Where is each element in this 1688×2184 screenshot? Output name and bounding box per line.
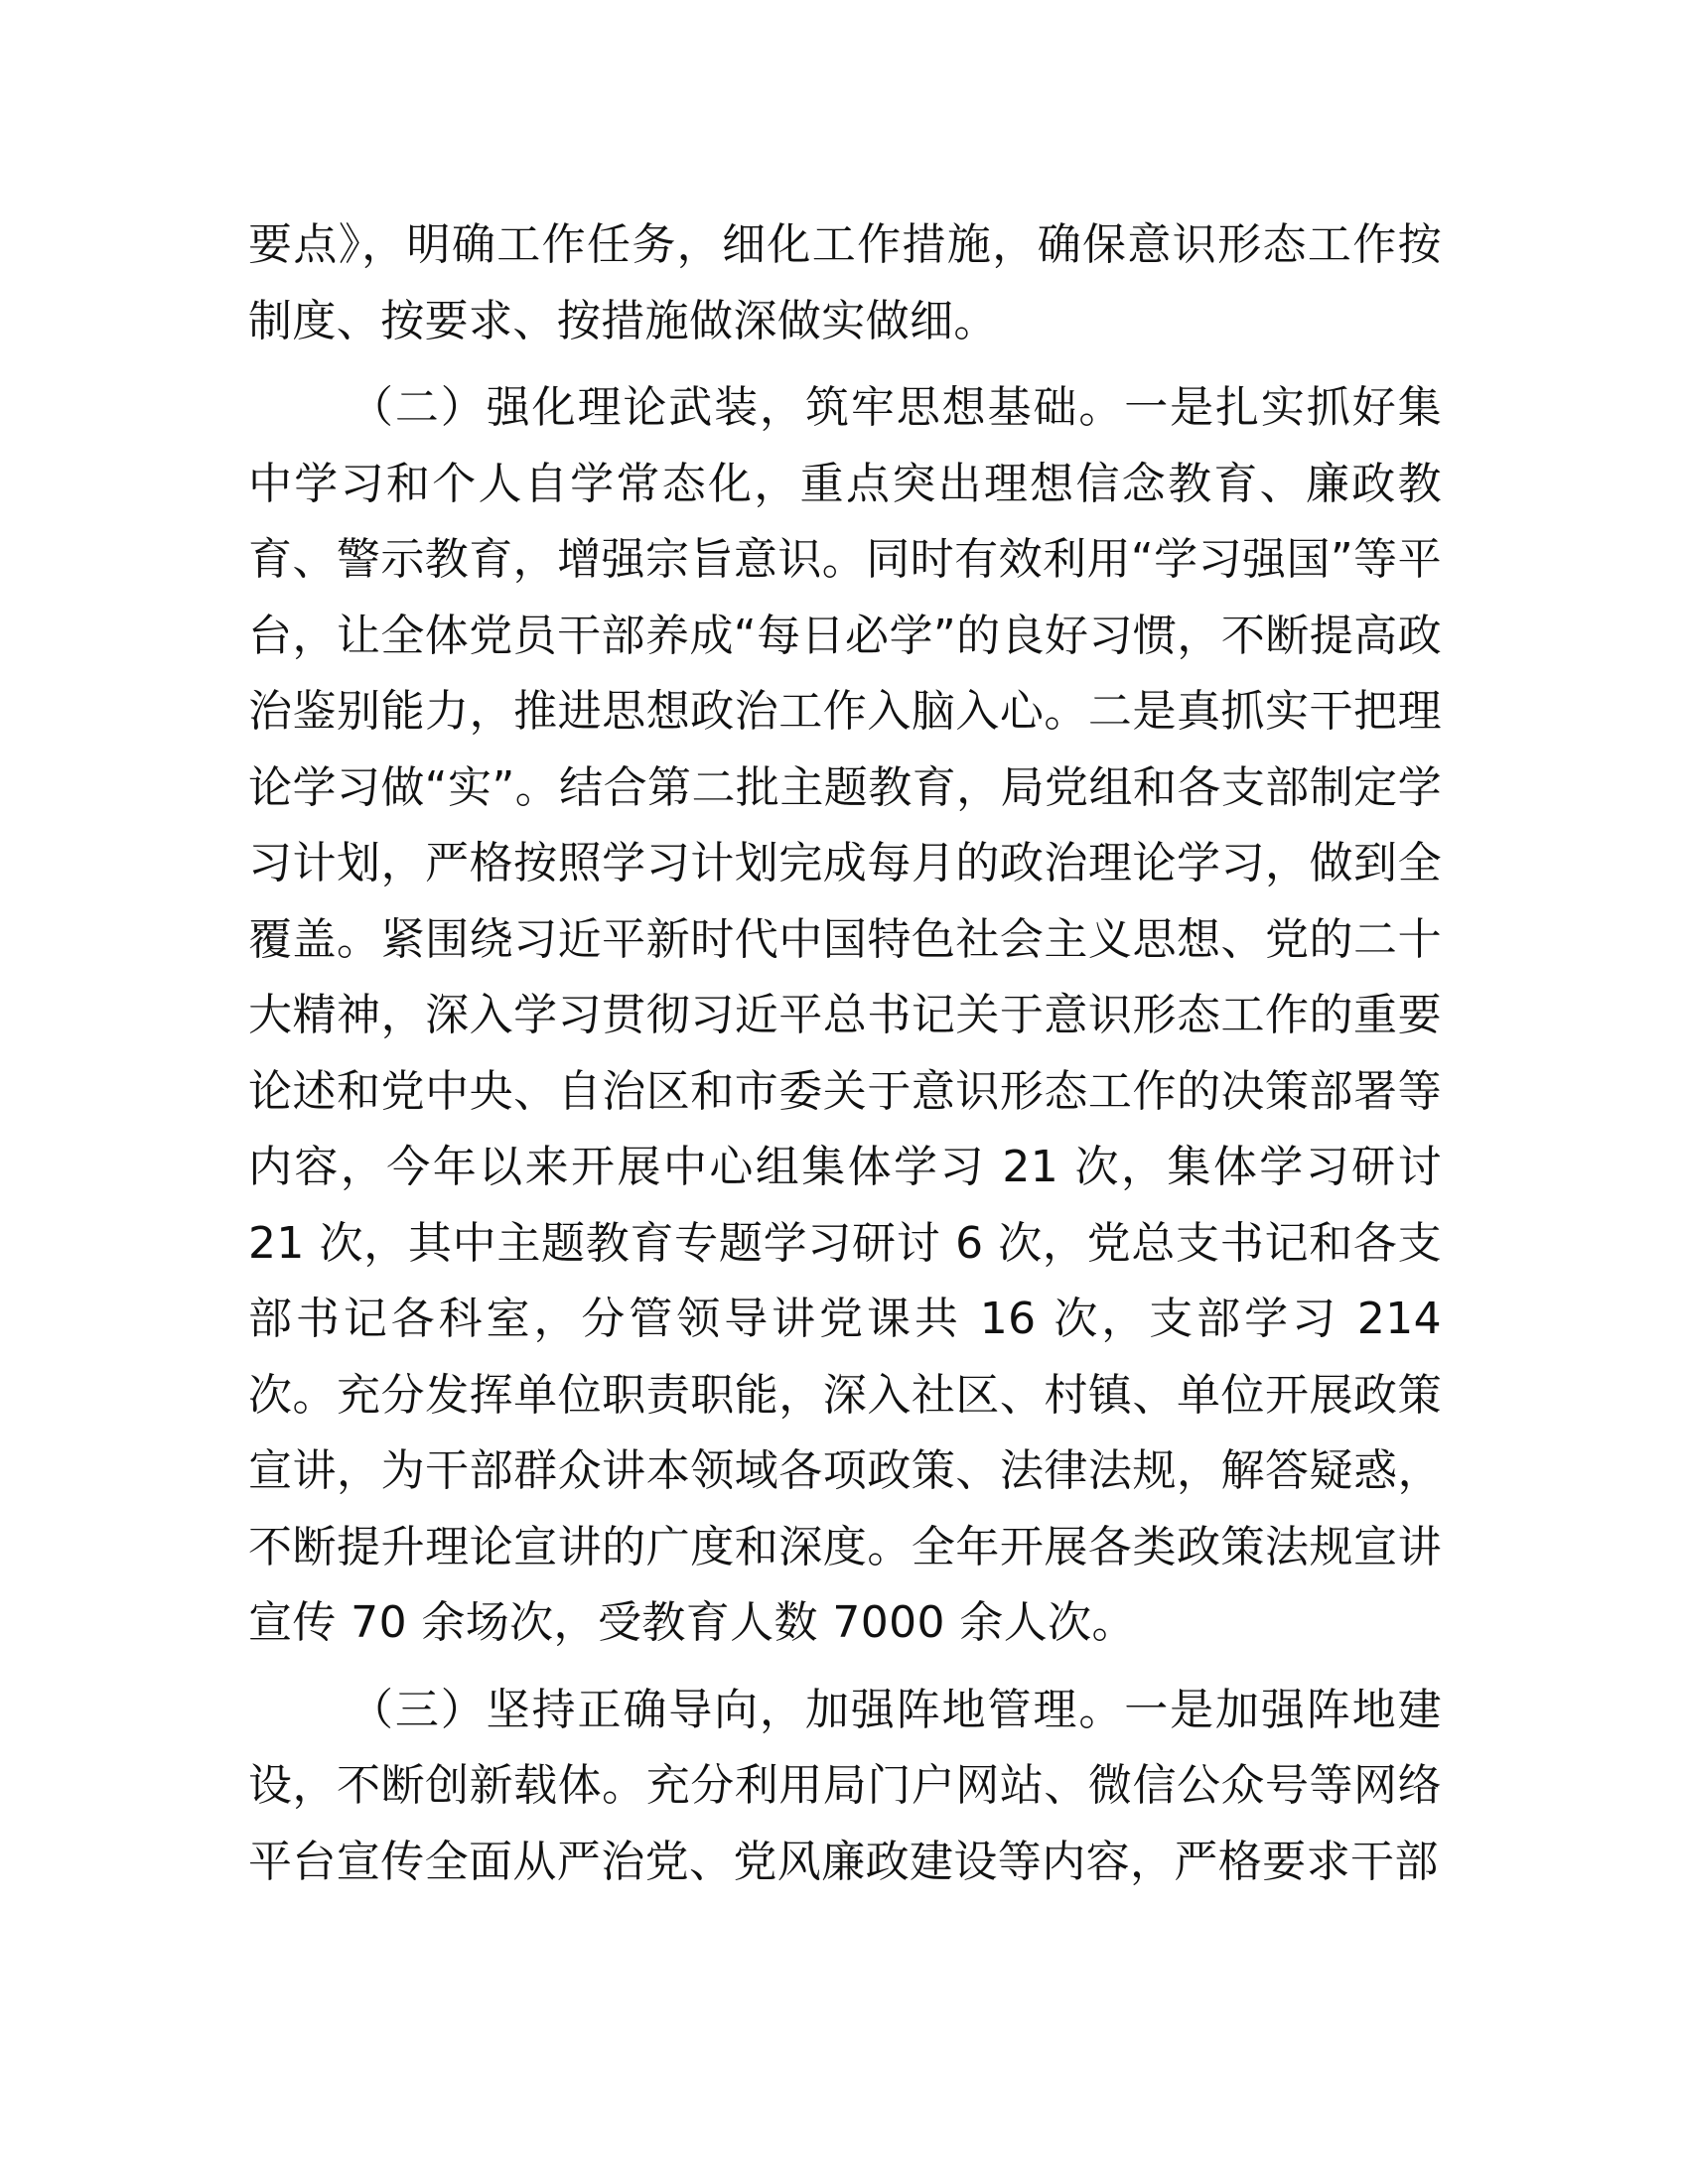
paragraph-continuation: 要点》，明确工作任务，细化工作措施，确保意识形态工作按制度、按要求、按措施做深做实做细。: [248, 219, 1442, 346]
document-body: [248, 207, 1442, 1900]
paragraph-section-3: （三）坚持正确导向，加强阵地管理。一是加强阵地建设，不断创新载体。充分利用局门户网站、微信公众号等网络平台宣传全面从严治党、党风廉政建设等内容，严格要求干部: [248, 1684, 1442, 1887]
paragraph-section-2: （二）强化理论武装，筑牢思想基础。一是扎实抓好集中学习和个人自学常态化，重点突出理想信念教育、廉政教育、警示教育，增强宗旨意识。同时有效利用“学习强国”等平台，让全体党员干部养成“每日必学”的良好习惯，不断提高政治鉴别能力，推进思想政治工作入脑入心。二是真抓实干把理论学习做“实”。结合第二批主题教育，局党组和各支部制定学习计划，严格按照学习计划完成每月的政治理论学习，做到全覆盖。紧围绕习近平新时代中国特色社会主义思想、党的二十大精神，深入学习贯彻习近平总书记关于意识形态工作的重要论述和党中央、自治区和市委关于意识形态工作的决策部署等内容，今年以来开展中心组集体学习 21 次，集体学习研讨 21 次，其中主题教育专题学习研讨 6 次，党总支书记和各支部书记各科室，分管领导讲党课共 16 次，支部学习 214 次。充分发挥单位职责职能，深入社区、村镇、单位开展政策宣讲，为干部群众讲本领域各项政策、法律法规，解答疑惑，不断提升理论宣讲的广度和深度。全年开展各类政策法规宣讲宣传 70 余场次，受教育人数 7000 余人次。: [248, 382, 1442, 1648]
